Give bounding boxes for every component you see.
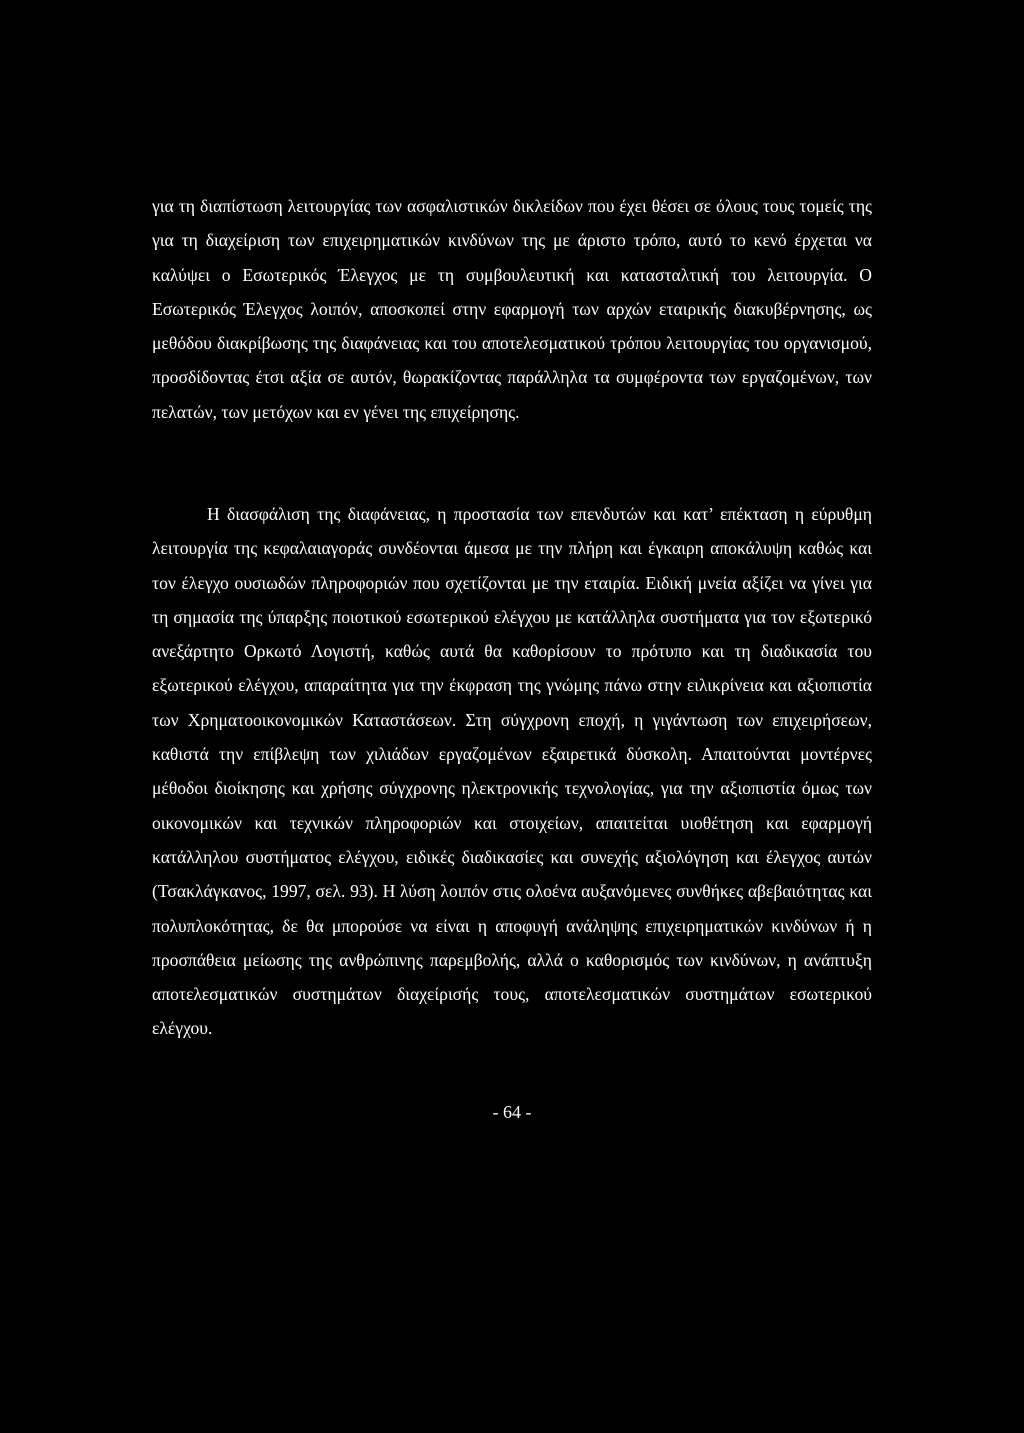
page-number: - 64 - (492, 1102, 532, 1122)
body-paragraph-1: για τη διαπίστωση λειτουργίας των ασφαλιστικών δικλείδων που έχει θέσει σε όλους τους τομείς της για τη διαχείριση των επιχειρηματικών κινδύνων της με άριστο τρόπο, αυτό το κενό έρχεται να καλύψει ο Εσωτερικός Έλεγχος με τη συμβουλευτική και κατασταλτική του λειτουργία. Ο Εσωτερικός Έλεγχος λοιπόν, αποσκοπεί στην εφαρμογή των αρχών εταιρικής διακυβέρνησης, ως μεθόδου διακρίβωσης της διαφάνειας και του αποτελεσματικού τρόπου λειτουργίας του οργανισμού, προσδίδοντας έτσι αξία σε αυτόν, θωρακίζοντας παράλληλα τα συμφέροντα των εργαζομένων, των πελατών, των μετόχων και εν γένει της επιχείρησης. (152, 196, 872, 422)
body-paragraph-2: Η διασφάλιση της διαφάνειας, η προστασία των επενδυτών και κατ’ επέκταση η εύρυθμη λειτουργία της κεφαλαιαγοράς συνδέονται άμεσα με την πλήρη και έγκαιρη αποκάλυψη καθώς και τον έλεγχο ουσιωδών πληροφοριών που σχετίζονται με την εταιρία. Ειδική μνεία αξίζει να γίνει για τη σημασία της ύπαρξης ποιοτικού εσωτερικού ελέγχου με κατάλληλα συστήματα για τον εξωτερικό ανεξάρτητο Ορκωτό Λογιστή, καθώς αυτά θα καθορίσουν το πρότυπο και τη διαδικασία του εξωτερικού ελέγχου, απαραίτητα για την έκφραση της γνώμης πάνω στην ειλικρίνεια και αξιοπιστία των Χρηματοοικονομικών Καταστάσεων. Στη σύγχρονη εποχή, η γιγάντωση των επιχειρήσεων, καθιστά την επίβλεψη των χιλιάδων εργαζομένων εξαιρετικά δύσκολη. Απαιτούνται μοντέρνες μέθοδοι διοίκησης και χρήσης σύγχρονης ηλεκτρονικής τεχνολογίας, για την αξιοπιστία όμως των οικονομικών και τεχνικών πληροφοριών και στοιχείων, απαιτείται υιοθέτηση και εφαρμογή κατάλληλου συστήματος ελέγχου, ειδικές διαδικασίες και συνεχής αξιολόγηση και έλεγχος αυτών (Τσακλάγκανος, 1997, σελ. 93). Η λύση λοιπόν στις ολοένα αυξανόμενες συνθήκες αβεβαιότητας και πολυπλοκότητας, δε θα μπορούσε να είναι η αποφυγή ανάληψης επιχειρηματικών κινδύνων ή η προσπάθεια μείωσης της ανθρώπινης παρεμβολής, αλλά ο καθορισμός των κινδύνων, η ανάπτυξη αποτελεσματικών συστημάτων διαχείρισής τους, αποτελεσματικών συστημάτων εσωτερικού ελέγχου. (152, 504, 872, 1039)
